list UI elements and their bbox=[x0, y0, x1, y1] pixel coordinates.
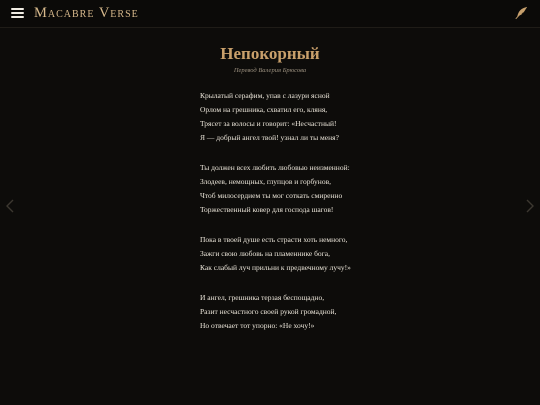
menu-line bbox=[11, 8, 24, 10]
chevron-left-icon[interactable] bbox=[4, 198, 16, 214]
poem-title: Непокорный bbox=[220, 44, 320, 63]
poem-translator: Перевод Валерия Брюсова bbox=[233, 67, 307, 74]
poem-line: Злодеев, немощных, глупцов и горбунов, bbox=[200, 177, 331, 186]
poem-line: Разит несчастного своей рукой громадной, bbox=[200, 307, 337, 316]
poem-stanza bbox=[200, 291, 500, 333]
poem-line: Крылатый серафим, упав с лазури ясной bbox=[200, 91, 330, 100]
poem-stanza bbox=[200, 233, 500, 275]
poem-line: Но отвечает тот упорно: «Не хочу!» bbox=[200, 321, 315, 330]
poem-line: Орлом на грешника, схватил его, кляня, bbox=[200, 105, 328, 114]
poem-line: Я — добрый ангел твой! узнал ли ты меня? bbox=[200, 133, 339, 142]
poem-line: Ты должен всех любить любовью неизменной: bbox=[200, 163, 350, 172]
hamburger-menu-icon[interactable] bbox=[11, 7, 24, 19]
poem-line: Чтоб милосердием ты мог соткать смиренно bbox=[200, 191, 343, 200]
poem-stanza bbox=[200, 161, 500, 217]
site-brand[interactable]: Macabre Verse bbox=[34, 5, 139, 21]
menu-line bbox=[11, 16, 24, 18]
poem-line: Пока в твоей душе есть страсти хоть немного, bbox=[200, 235, 348, 244]
poem-line: Трясет за волосы и говорит: «Несчастный! bbox=[200, 119, 337, 128]
menu-line bbox=[11, 12, 24, 14]
poem-line: Зажги свою любовь на пламеннике бога, bbox=[200, 249, 330, 258]
poem-line: Как слабый луч прильни к предвечному лучу!» bbox=[200, 263, 351, 272]
chevron-right-icon[interactable] bbox=[524, 198, 536, 214]
feather-quill-icon[interactable] bbox=[514, 6, 528, 20]
top-bar bbox=[0, 0, 540, 28]
poem-line: Торжественный ковер для господа шагов! bbox=[200, 205, 334, 214]
poem-stanza bbox=[200, 89, 500, 145]
poem-line: И ангел, грешника терзая беспощадно, bbox=[200, 293, 325, 302]
